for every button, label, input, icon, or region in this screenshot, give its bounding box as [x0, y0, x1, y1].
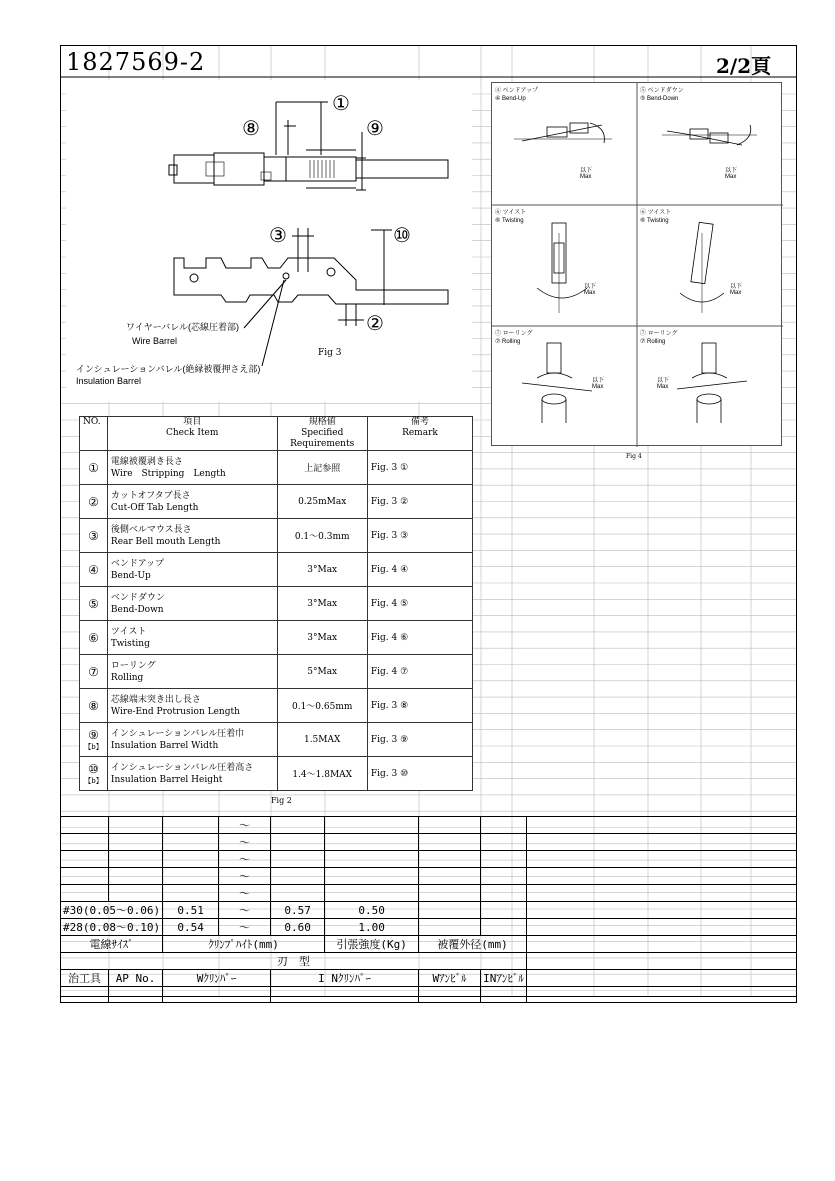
- row-item-en: Twisting: [110, 638, 150, 649]
- empty-spec-row: [61, 885, 797, 902]
- cell: [325, 851, 419, 868]
- row-spec: 5°Max: [277, 655, 367, 689]
- marker-8: ⑧: [242, 116, 260, 140]
- crimp-spec-table: [60, 816, 797, 1003]
- col-check-item: [107, 417, 277, 451]
- fig4-cell-4-en: ⑥ Twisting: [640, 218, 669, 224]
- cell: [163, 851, 219, 868]
- row-no: [80, 655, 108, 689]
- tilde: ～: [219, 868, 271, 885]
- cell: [109, 885, 163, 902]
- row-no: [80, 485, 108, 519]
- terminal-diagram: [66, 80, 472, 402]
- cell: [163, 868, 219, 885]
- cell: [481, 987, 527, 1003]
- row-no-symbol: ⑥: [88, 630, 99, 645]
- row-no-symbol: ⑤: [88, 596, 99, 611]
- crimp-min: 0.51: [163, 902, 219, 919]
- tooling-in-crimper: I Nｸﾘﾝﾊﾟｰ: [271, 970, 419, 987]
- part-number: 1827569-2: [66, 48, 206, 76]
- row-no-symbol: ⑩: [88, 761, 99, 776]
- cell: [419, 817, 481, 834]
- fig4-caption: Fig 4: [626, 453, 642, 460]
- fig4-grid: [492, 83, 783, 447]
- row-no: [80, 621, 108, 655]
- cell: [271, 834, 325, 851]
- col-no: NO.: [80, 417, 108, 451]
- fig4-cell-2-max-en: Max: [725, 174, 737, 180]
- insulation-barrel-label-en: Insulation Barrel: [76, 376, 142, 386]
- tilde: ～: [219, 851, 271, 868]
- col-check-item-en: Check Item: [166, 428, 219, 438]
- marker-10: ⑩: [393, 223, 411, 247]
- fig4-cell-2-jp: ⑤ ベンドダウン: [640, 88, 684, 94]
- wire-size: #30(0.05～0.06): [61, 902, 163, 919]
- cell: [419, 868, 481, 885]
- row-remark: Fig. 3 ①: [367, 451, 472, 485]
- cell: [325, 817, 419, 834]
- col-remark: [367, 417, 472, 451]
- row-item-en: Rolling: [110, 672, 144, 683]
- crimp-min: 0.54: [163, 919, 219, 936]
- fig3-drawing: [66, 80, 472, 402]
- cell: [481, 817, 527, 834]
- fig4-cell-5-max-en: Max: [592, 384, 604, 390]
- row-item-jp: インシュレーションバレル圧着巾: [110, 728, 245, 739]
- cell: [526, 885, 796, 902]
- marker-9: ⑨: [366, 116, 384, 140]
- cell: [526, 868, 796, 885]
- col-remark-jp: 備考: [410, 417, 429, 427]
- row-no: [80, 757, 108, 791]
- cell: [109, 851, 163, 868]
- cell: [526, 970, 796, 987]
- row-item-en: Bend-Up: [110, 570, 151, 581]
- row-spec: 0.25mMax: [277, 485, 367, 519]
- cell: [419, 851, 481, 868]
- fig2-caption: Fig 2: [271, 796, 292, 805]
- check-row: [80, 723, 473, 757]
- cell: [526, 834, 796, 851]
- row-no: [80, 451, 108, 485]
- row-no-symbol: ①: [88, 460, 99, 475]
- cell: [419, 919, 481, 936]
- fig4-deformation-panel: [491, 82, 782, 446]
- row-item-jp: 電線被覆剥き長さ: [110, 456, 183, 467]
- row-no: [80, 553, 108, 587]
- marker-1: ①: [332, 91, 350, 115]
- row-item-en: Insulation Barrel Height: [110, 774, 223, 785]
- row-item-jp: 芯線端末突き出し長さ: [110, 694, 201, 705]
- fig4-cell-4-max-en: Max: [730, 290, 742, 296]
- marker-2: ②: [366, 311, 384, 335]
- cell: [109, 868, 163, 885]
- cell: [163, 834, 219, 851]
- row-item: [107, 553, 277, 587]
- row-item-en: Wire-End Protrusion Length: [110, 706, 240, 717]
- cell: [526, 817, 796, 834]
- label-crimp-height: ｸﾘﾝﾌﾟﾊｲﾄ(mm): [163, 936, 325, 953]
- label-row: [61, 936, 797, 953]
- cell: [481, 851, 527, 868]
- marker-3: ③: [269, 223, 287, 247]
- col-spec: [277, 417, 367, 451]
- page-number: 2/2頁: [716, 54, 772, 78]
- cell: [271, 987, 419, 1003]
- tooling-in-anvil: INｱﾝﾋﾞﾙ: [481, 970, 527, 987]
- cell: [271, 868, 325, 885]
- row-remark: Fig. 4 ④: [367, 553, 472, 587]
- empty-spec-row: [61, 817, 797, 834]
- row-item-en: Insulation Barrel Width: [110, 740, 219, 751]
- row-item: [107, 723, 277, 757]
- check-row: [80, 485, 473, 519]
- row-item-jp: ツイスト: [110, 626, 147, 637]
- row-item: [107, 519, 277, 553]
- row-item: [107, 655, 277, 689]
- cell: [109, 834, 163, 851]
- check-item-table: [79, 416, 473, 791]
- label-wire-size: 電線ｻｲｽﾞ: [61, 936, 163, 953]
- fig4-cell-3-max-en: Max: [584, 290, 596, 296]
- row-remark: Fig. 4 ⑤: [367, 587, 472, 621]
- cell: [325, 885, 419, 902]
- tooling-ap: AP No.: [109, 970, 163, 987]
- row-item: [107, 451, 277, 485]
- tensile: 1.00: [325, 919, 419, 936]
- empty-spec-row: [61, 834, 797, 851]
- row-no-symbol: ④: [88, 562, 99, 577]
- wire-barrel-label-en: Wire Barrel: [132, 336, 178, 346]
- cell: [163, 885, 219, 902]
- cell: [325, 868, 419, 885]
- cell: [481, 868, 527, 885]
- row-item-jp: ローリング: [110, 660, 156, 671]
- fig4-cell-5-max-jp: 以下: [592, 378, 605, 384]
- cell: [526, 902, 796, 919]
- check-row: [80, 553, 473, 587]
- row-item: [107, 689, 277, 723]
- check-row: [80, 757, 473, 791]
- col-spec-en2: Requirements: [290, 439, 355, 449]
- row-remark: Fig. 3 ⑧: [367, 689, 472, 723]
- cell: [526, 851, 796, 868]
- check-row: [80, 587, 473, 621]
- tensile: 0.50: [325, 902, 419, 919]
- tooling-title: 刃 型: [61, 953, 527, 970]
- row-spec: 上記参照: [277, 451, 367, 485]
- row-spec: 1.4～1.8MAX: [277, 757, 367, 791]
- cell: [526, 919, 796, 936]
- fig3-caption: Fig 3: [318, 348, 342, 358]
- row-no: [80, 723, 108, 757]
- cell: [526, 953, 796, 970]
- cell: [163, 987, 271, 1003]
- row-item-jp: 後側ベルマウス長さ: [110, 524, 192, 535]
- tooling-header-row: [61, 970, 797, 987]
- cell: [61, 817, 109, 834]
- row-no-sub: 【b】: [84, 776, 103, 785]
- row-remark: Fig. 3 ⑨: [367, 723, 472, 757]
- row-item: [107, 757, 277, 791]
- tooling-value-row: [61, 987, 797, 1003]
- row-item-jp: カットオフタブ長さ: [110, 490, 191, 501]
- tilde: ～: [219, 902, 271, 919]
- col-check-item-jp: 項目: [183, 417, 202, 427]
- cell: [325, 834, 419, 851]
- check-row: [80, 655, 473, 689]
- cell: [271, 885, 325, 902]
- insulation-barrel-label-jp: インシュレーションバレル(絶縁被覆押さえ部): [76, 364, 261, 374]
- col-spec-en1: Specified: [301, 428, 344, 438]
- check-row: [80, 519, 473, 553]
- tooling-w-crimper: Wｸﾘﾝﾊﾟｰ: [163, 970, 271, 987]
- fig4-cell-1-jp: ④ ベンドアップ: [495, 88, 539, 94]
- cell: [526, 936, 796, 953]
- cell: [271, 817, 325, 834]
- row-item: [107, 485, 277, 519]
- cell: [61, 851, 109, 868]
- cell: [419, 902, 481, 919]
- fig4-cell-5-jp: ⑦ ローリング: [495, 331, 533, 337]
- crimp-max: 0.60: [271, 919, 325, 936]
- row-no-sub: 【b】: [84, 742, 103, 751]
- check-row: [80, 621, 473, 655]
- col-remark-en: Remark: [402, 428, 438, 438]
- wire-size: #28(0.08～0.10): [61, 919, 163, 936]
- check-row: [80, 451, 473, 485]
- tilde: ～: [219, 817, 271, 834]
- row-item: [107, 621, 277, 655]
- cell: [419, 987, 481, 1003]
- row-no-symbol: ②: [88, 494, 99, 509]
- row-item-jp: インシュレーションバレル圧着高さ: [110, 762, 254, 773]
- row-item-en: Rear Bell mouth Length: [110, 536, 221, 547]
- tooling-w-anvil: Wｱﾝﾋﾞﾙ: [419, 970, 481, 987]
- cell: [109, 817, 163, 834]
- fig4-cell-4-max-jp: 以下: [730, 284, 743, 290]
- cell: [109, 987, 163, 1003]
- row-item-jp: ベンドダウン: [110, 592, 165, 603]
- cell: [271, 851, 325, 868]
- row-spec: 3°Max: [277, 587, 367, 621]
- row-item-en: Bend-Down: [110, 604, 164, 615]
- row-remark: Fig. 3 ③: [367, 519, 472, 553]
- cell: [481, 885, 527, 902]
- cell: [481, 902, 527, 919]
- wire-row: [61, 902, 797, 919]
- tooling-jig: 治工具: [61, 970, 109, 987]
- row-no: [80, 587, 108, 621]
- cell: [419, 834, 481, 851]
- row-no-symbol: ⑨: [88, 727, 99, 742]
- fig4-cell-6-jp: ⑦ ローリング: [640, 331, 678, 337]
- row-no: [80, 689, 108, 723]
- label-insulation-od: 被覆外径(mm): [419, 936, 527, 953]
- row-item-jp: ベンドアップ: [110, 558, 165, 569]
- row-no: [80, 519, 108, 553]
- cell: [481, 834, 527, 851]
- tilde: ～: [219, 834, 271, 851]
- empty-spec-row: [61, 868, 797, 885]
- row-no-symbol: ⑧: [88, 698, 99, 713]
- check-table-header: [80, 417, 473, 451]
- row-item-en: Cut-Off Tab Length: [110, 502, 199, 513]
- crimp-max: 0.57: [271, 902, 325, 919]
- row-no-symbol: ③: [88, 528, 99, 543]
- label-tensile: 引張強度(Kg): [325, 936, 419, 953]
- cell: [419, 885, 481, 902]
- row-spec: 3°Max: [277, 621, 367, 655]
- fig4-cell-6-max-en: Max: [657, 384, 669, 390]
- fig4-cell-5-en: ⑦ Rolling: [495, 339, 521, 345]
- row-remark: Fig. 4 ⑥: [367, 621, 472, 655]
- fig4-cell-1-max-jp: 以下: [580, 168, 593, 174]
- row-spec: 1.5MAX: [277, 723, 367, 757]
- fig4-cell-3-jp: ⑥ ツイスト: [495, 210, 527, 216]
- row-remark: Fig. 4 ⑦: [367, 655, 472, 689]
- cell: [526, 987, 796, 1003]
- cell: [481, 919, 527, 936]
- row-remark: Fig. 3 ②: [367, 485, 472, 519]
- empty-spec-row: [61, 851, 797, 868]
- row-remark: Fig. 3 ⑩: [367, 757, 472, 791]
- fig4-cell-2-en: ⑤ Bend-Down: [640, 96, 679, 102]
- cell: [61, 868, 109, 885]
- fig4-cell-3-en: ⑥ Twisting: [495, 218, 524, 224]
- cell: [61, 987, 109, 1003]
- fig4-cell-1-en: ④ Bend-Up: [495, 96, 526, 102]
- col-spec-jp: 規格値: [308, 417, 336, 427]
- tilde: ～: [219, 919, 271, 936]
- row-item-en: Wire Stripping Length: [110, 468, 226, 479]
- wire-row: [61, 919, 797, 936]
- row-item: [107, 587, 277, 621]
- fig4-cell-2-max-jp: 以下: [725, 168, 738, 174]
- cell: [61, 834, 109, 851]
- tooling-title-row: [61, 953, 797, 970]
- fig4-cell-3-max-jp: 以下: [584, 284, 597, 290]
- fig4-cell-6-max-jp: 以下: [657, 378, 670, 384]
- row-spec: 0.1～0.3mm: [277, 519, 367, 553]
- fig4-cell-4-jp: ⑥ ツイスト: [640, 210, 672, 216]
- row-spec: 3°Max: [277, 553, 367, 587]
- cell: [61, 885, 109, 902]
- cell: [163, 817, 219, 834]
- fig4-cell-1-max-en: Max: [580, 174, 592, 180]
- tilde: ～: [219, 885, 271, 902]
- fig4-cell-6-en: ⑦ Rolling: [640, 339, 666, 345]
- row-no-symbol: ⑦: [88, 664, 99, 679]
- wire-barrel-label-jp: ワイヤーバレル(芯線圧着部): [126, 322, 240, 332]
- row-spec: 0.1～0.65mm: [277, 689, 367, 723]
- check-row: [80, 689, 473, 723]
